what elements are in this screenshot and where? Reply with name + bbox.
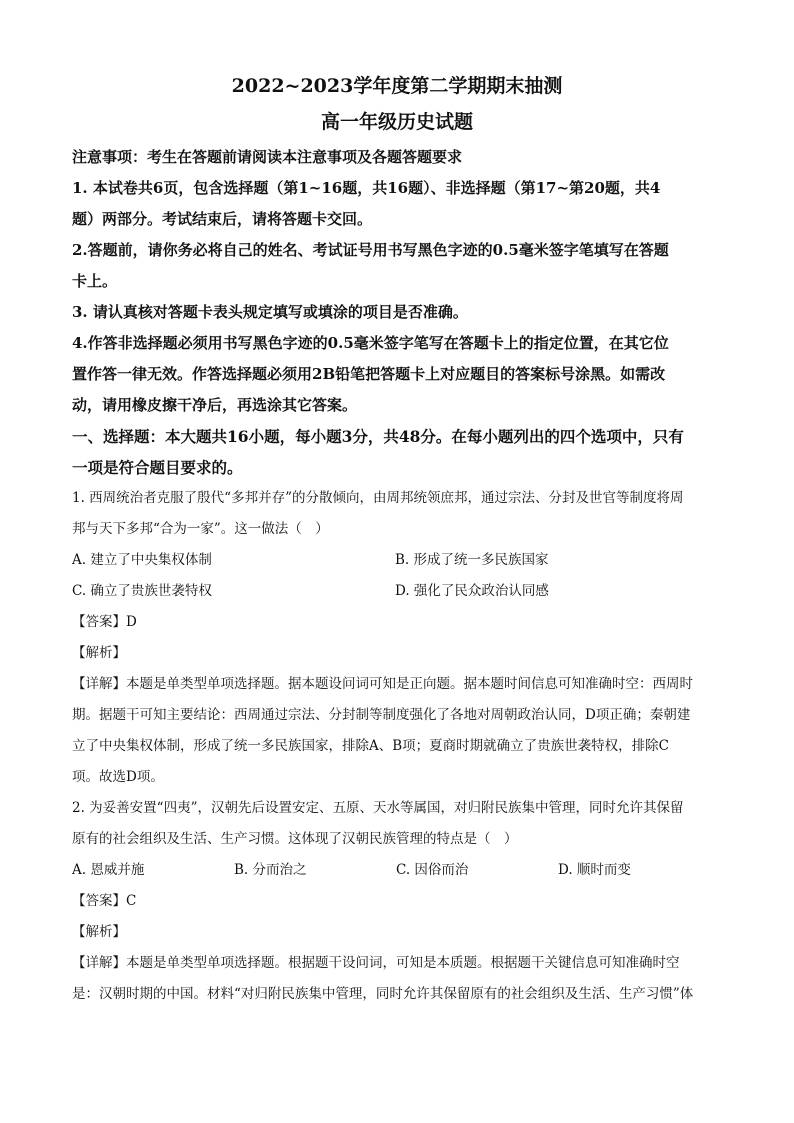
question-2 <box>72 793 722 1010</box>
section-heading: 一项是符合题目要求的。 <box>72 458 243 477</box>
notice-line: 1. 本试卷共6页，包含选择题（第1~16题，共16题）、非选择题（第17~第20题，共4 <box>72 179 661 197</box>
notice-line: 置作答一律无效。作答选择题必须用2B铅笔把答题卡上对应题目的答案标号涂黑。如需改 <box>72 365 666 383</box>
answer-label: 【答案】D <box>72 614 137 630</box>
exam-title: 2022~2023学年度第二学期期末抽测 <box>231 75 563 97</box>
option-d: D. 强化了民众政治认同感 <box>395 583 549 599</box>
option-a: A. 恩威并施 <box>72 862 145 878</box>
question-stem: 1. 西周统治者克服了殷代“多邦并存”的分散倾向，由周邦统领庶邦，通过宗法、分封及世官等制度将周 <box>72 490 684 506</box>
option-a: A. 建立了中央集权体制 <box>72 552 212 568</box>
question-stem: 原有的社会组织及生活、生产习惯。这体现了汉朝民族管理的特点是（ ） <box>72 831 518 847</box>
notice-line: 卡上。 <box>72 272 118 290</box>
detail-line: 【详解】本题是单类型单项选择题。据本题设问词可知是正向题。据本题时间信息可知准确时空：西周时 <box>72 676 693 692</box>
notice-line: 4.作答非选择题必须用书写黑色字迹的0.5毫米签字笔写在答题卡上的指定位置，在其它位 <box>72 334 669 352</box>
exam-subtitle: 高一年级历史试题 <box>320 111 473 133</box>
notice-line: 注意事项：考生在答题前请阅读本注意事项及各题答题要求 <box>72 148 463 166</box>
option-c: C. 确立了贵族世袭特权 <box>72 583 212 599</box>
detail-line: 项。故选D项。 <box>72 769 164 785</box>
option-b: B. 形成了统一多民族国家 <box>395 552 549 568</box>
option-b: B. 分而治之 <box>234 862 307 878</box>
analysis-label: 【解析】 <box>72 645 126 661</box>
notice-line: 3. 请认真核对答题卡表头规定填写或填涂的项目是否准确。 <box>72 303 468 321</box>
notice-block <box>72 142 722 421</box>
analysis-label: 【解析】 <box>72 924 126 940</box>
detail-line: 立了中央集权体制，形成了统一多民族国家，排除A、B项；夏商时期就确立了贵族世袭特权，排除C <box>72 738 669 754</box>
question-stem: 2. 为妥善安置“四夷”，汉朝先后设置安定、五原、天水等属国，对归附民族集中管理，同时允许其保留 <box>72 800 684 816</box>
option-d: D. 顺时而变 <box>558 862 631 878</box>
detail-line: 是：汉朝时期的中国。材料“对归附民族集中管理，同时允许其保留原有的社会组织及生活、生产习惯”体 <box>72 986 694 1002</box>
section-heading: 一、选择题：本大题共16小题，每小题3分，共48分。在每小题列出的四个选项中，只有 <box>72 427 684 446</box>
question-options <box>72 855 722 886</box>
detail-line: 【详解】本题是单类型单项选择题。根据题干设问词，可知是本质题。根据题干关键信息可知准确时空 <box>72 955 680 971</box>
answer-label: 【答案】C <box>72 893 137 909</box>
notice-line: 动，请用橡皮擦干净后，再选涂其它答案。 <box>72 396 358 414</box>
option-c: C. 因俗而治 <box>396 862 469 878</box>
notice-line: 题）两部分。考试结束后，请将答题卡交回。 <box>72 210 373 228</box>
question-options <box>72 545 722 607</box>
question-1 <box>72 483 722 793</box>
question-stem: 邦与天下多邦“合为一家”。这一做法（ ） <box>72 521 329 537</box>
notice-line: 2.答题前，请你务必将自己的姓名、考试证号用书写黑色字迹的0.5毫米签字笔填写在答题 <box>72 241 669 259</box>
detail-line: 期。据题干可知主要结论：西周通过宗法、分封制等制度强化了各地对周朝政治认同，D项正确；秦朝建 <box>72 707 691 723</box>
